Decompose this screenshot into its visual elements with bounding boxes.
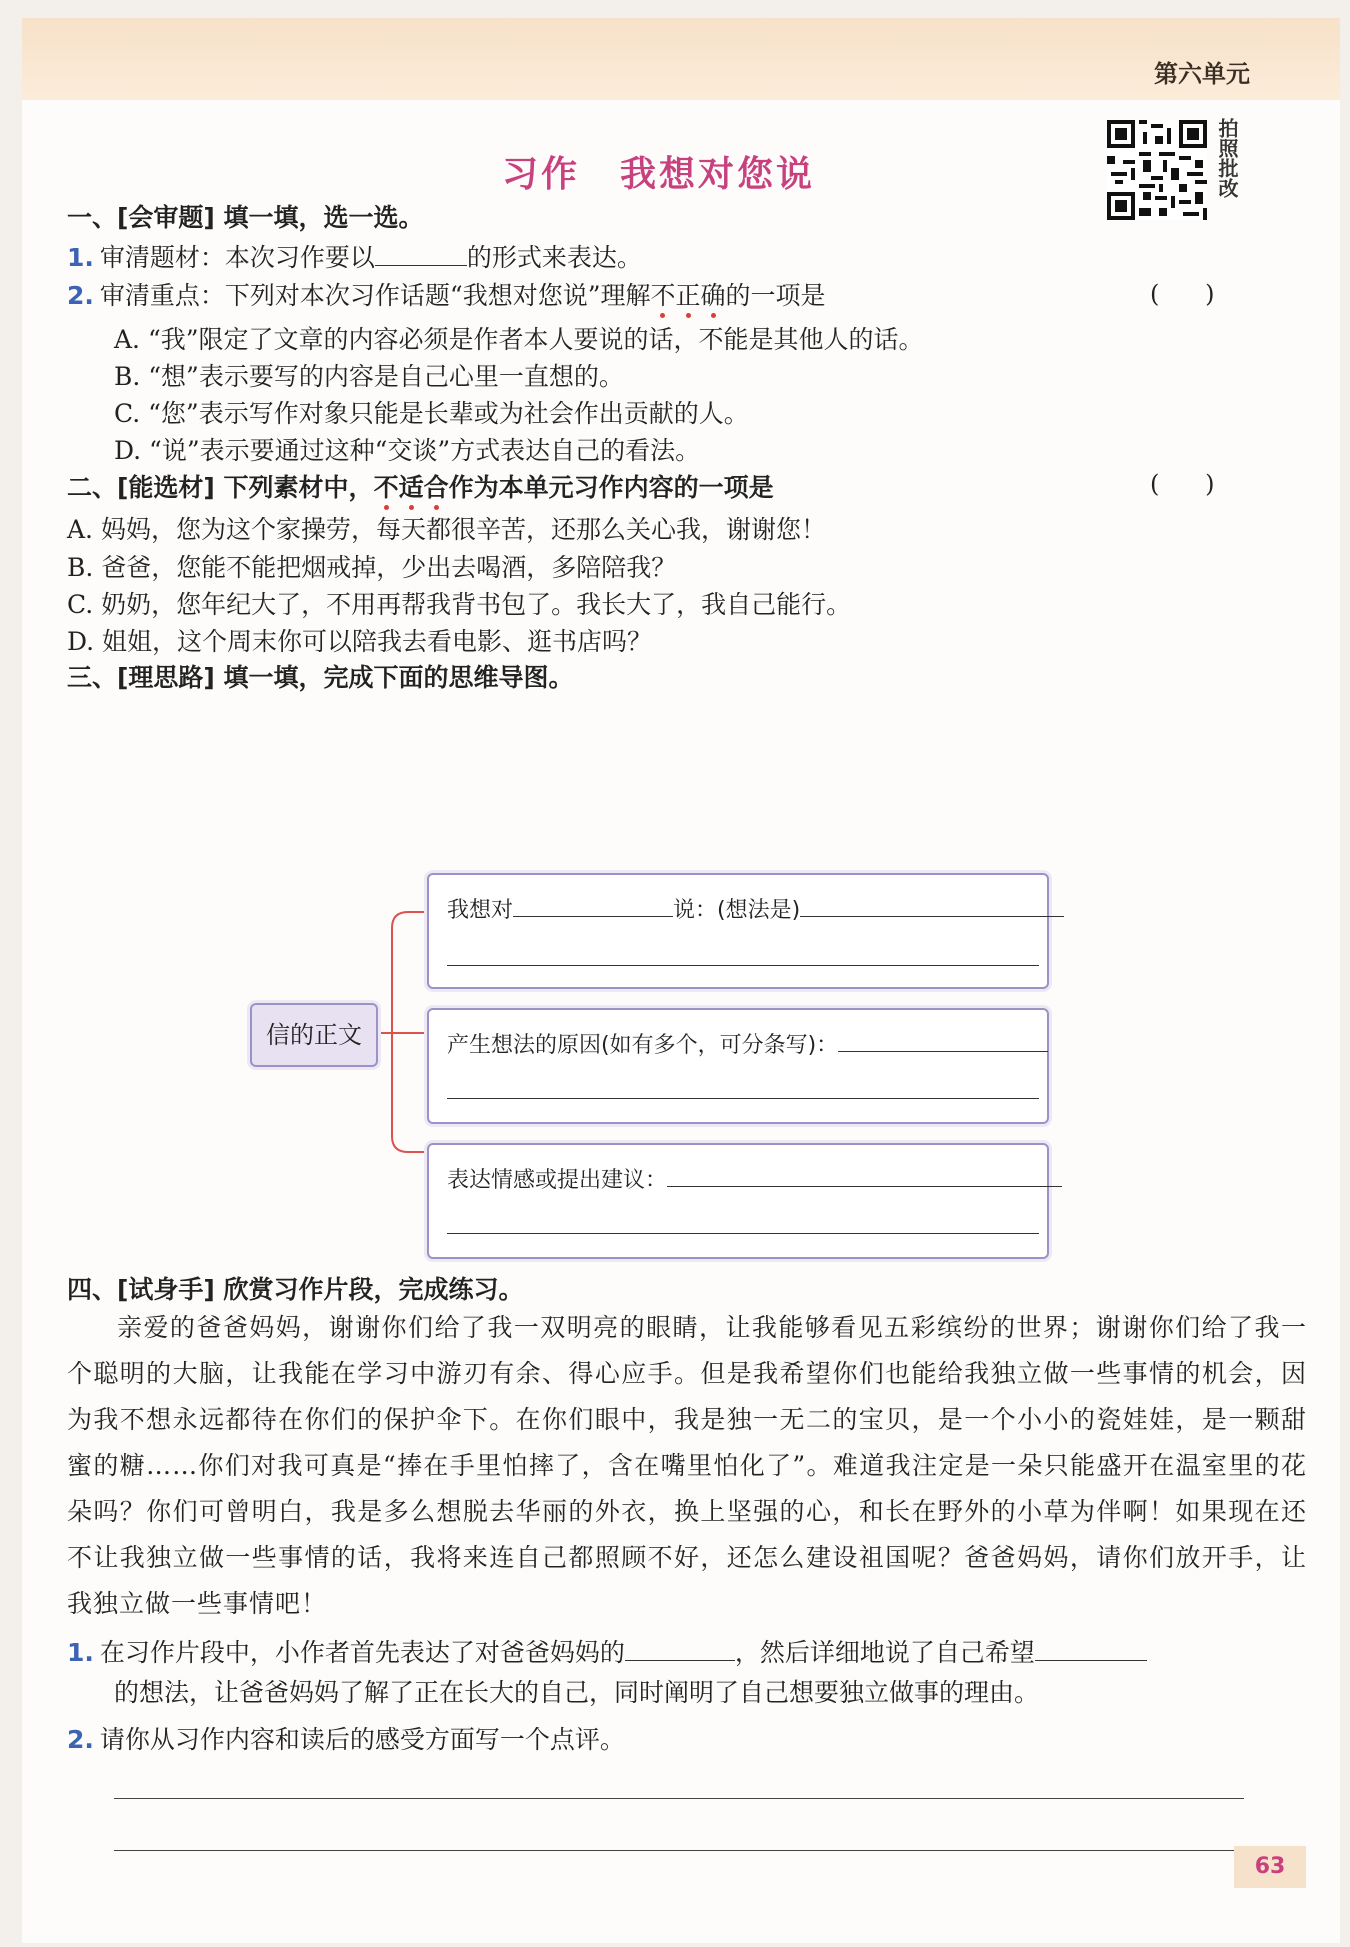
- s1-option-c[interactable]: C. “您”表示写作对象只能是长辈或为社会作出贡献的人。: [114, 399, 749, 428]
- s1-q2-text-b: 的一项是: [725, 281, 826, 310]
- box2-text: [447, 1028, 1048, 1059]
- box3-label: 表达情感或提出建议：: [447, 1168, 668, 1193]
- s1-q1-text-b: 的形式来表达。: [466, 243, 642, 272]
- qr-caption: 拍照批改: [1215, 118, 1239, 198]
- qr-code-icon[interactable]: [1107, 120, 1207, 220]
- box3-blank[interactable]: [667, 1164, 1062, 1187]
- s2-option-c[interactable]: C. 奶奶，您年纪大了，不用再帮我背书包了。我长大了，我自己能行。: [67, 590, 852, 619]
- workbook-page: [22, 18, 1340, 1943]
- s1-q2-number: 2.: [67, 281, 94, 310]
- s4-q1-text-b: ，然后详细地说了自己希望: [734, 1638, 1035, 1667]
- s1-q2-answer-paren[interactable]: ( ): [1150, 280, 1215, 308]
- answer-line-1[interactable]: [114, 1798, 1244, 1799]
- s4-q2-number: 2.: [67, 1725, 94, 1754]
- s1-question2: [67, 276, 826, 312]
- s4-question2: [67, 1720, 625, 1756]
- page-number: 63: [1234, 1846, 1306, 1888]
- s1-q1-blank[interactable]: [375, 243, 467, 266]
- box1-blank-idea[interactable]: [800, 894, 1064, 917]
- section2-heading: [67, 468, 774, 504]
- emphasis-char: 正: [675, 281, 701, 310]
- s4-q1-blank-2[interactable]: [1035, 1638, 1147, 1661]
- box1-text-b: 说：(想法是): [673, 898, 801, 923]
- answer-line-2[interactable]: [114, 1850, 1234, 1851]
- emphasis-char: 不: [373, 473, 399, 502]
- s1-question1: [67, 238, 642, 274]
- mindmap-box-suggestion[interactable]: [427, 1143, 1049, 1259]
- s4-q1-text-a: 在习作片段中，小作者首先表达了对爸爸妈妈的: [99, 1638, 625, 1667]
- box1-text-a: 我想对: [447, 898, 514, 923]
- emphasis-char: 适: [398, 473, 424, 502]
- box3-answer-line[interactable]: [447, 1233, 1039, 1234]
- s4-question1: [67, 1633, 1147, 1669]
- essay-excerpt: 亲爱的爸爸妈妈，谢谢你们给了我一双明亮的眼睛，让我能够看见五彩缤纷的世界；谢谢你们给了我一个聪明的大脑，让我能在学习中游刃有余、得心应手。但是我希望你们也能给我独立做一些事情的机会，因为我不想永远都待在你们的保护伞下。在你们眼中，我是独一无二的宝贝，是一个小小的瓷娃娃，是一颗甜蜜的糖……你们对我可真是“捧在手里怕摔了，含在嘴里怕化了”。难道我注定是一朵只能盛开在温室里的花朵吗？你们可曾明白，我是多么想脱去华丽的外衣，换上坚强的心，和长在野外的小草为伴啊！如果现在还不让我独立做一些事情的话，我将来连自己都照顾不好，还怎么建设祖国呢？爸爸妈妈，请你们放开手，让我独立做一些事情吧！: [67, 1313, 1307, 1618]
- title-part-b: 我想对您说: [620, 154, 816, 195]
- s4-q1-blank-1[interactable]: [625, 1638, 735, 1661]
- box2-blank[interactable]: [838, 1029, 1048, 1052]
- s1-q2-text-a: 审清重点：下列对本次习作话题“我想对您说”理解: [99, 281, 651, 310]
- box1-blank-recipient[interactable]: [513, 894, 673, 917]
- s2-option-a[interactable]: A. 妈妈，您为这个家操劳，每天都很辛苦，还那么关心我，谢谢您！: [67, 515, 826, 544]
- s1-q1-text-a: 审清题材：本次习作要以: [99, 243, 375, 272]
- s4-q1-continuation: 的想法，让爸爸妈妈了解了正在长大的自己，同时阐明了自己想要独立做事的理由。: [114, 1678, 1040, 1707]
- section3-heading: 三、[理思路] 填一填，完成下面的思维导图。: [67, 663, 574, 692]
- emphasis-char: 合: [423, 473, 449, 502]
- s1-option-d[interactable]: D. “说”表示要通过这种“交谈”方式表达自己的看法。: [114, 436, 701, 465]
- s4-q1-number: 1.: [67, 1638, 94, 1667]
- mindmap-box-idea[interactable]: [427, 873, 1049, 989]
- s2-option-d[interactable]: D. 姐姐，这个周末你可以陪我去看电影、逛书店吗？: [67, 627, 653, 656]
- section1-heading: 一、[会审题] 填一填，选一选。: [67, 203, 424, 232]
- emphasis-char: 不: [650, 281, 676, 310]
- s1-option-a[interactable]: A. “我”限定了文章的内容必须是作者本人要说的话，不能是其他人的话。: [114, 325, 924, 354]
- header-band: [22, 18, 1340, 100]
- s2-answer-paren[interactable]: ( ): [1150, 470, 1215, 498]
- mindmap-center-node: 信的正文: [250, 1003, 378, 1067]
- s1-q1-number: 1.: [67, 243, 94, 272]
- mindmap-bracket: [372, 898, 432, 1218]
- box2-label: 产生想法的原因(如有多个，可分条写)：: [447, 1033, 839, 1058]
- s4-q2-text: 请你从习作内容和读后的感受方面写一个点评。: [99, 1725, 625, 1754]
- s2-heading-b: 作为本单元习作内容的一项是: [448, 473, 774, 502]
- mindmap-box-reason[interactable]: [427, 1008, 1049, 1124]
- box1-answer-line[interactable]: [447, 965, 1039, 966]
- s2-option-b[interactable]: B. 爸爸，您能不能把烟戒掉，少出去喝酒，多陪陪我？: [67, 553, 677, 582]
- section4-heading: 四、[试身手] 欣赏习作片段，完成练习。: [67, 1275, 524, 1304]
- box2-answer-line[interactable]: [447, 1098, 1039, 1099]
- s2-heading-a: 二、[能选材] 下列素材中，: [67, 473, 374, 502]
- s1-option-b[interactable]: B. “想”表示要写的内容是自己心里一直想的。: [114, 362, 624, 391]
- emphasis-char: 确: [700, 281, 726, 310]
- title-part-a: 习作: [502, 154, 581, 195]
- box1-text: [447, 893, 1064, 924]
- box3-text: [447, 1163, 1062, 1194]
- unit-label: 第六单元: [1154, 60, 1250, 88]
- page-title: [502, 146, 815, 197]
